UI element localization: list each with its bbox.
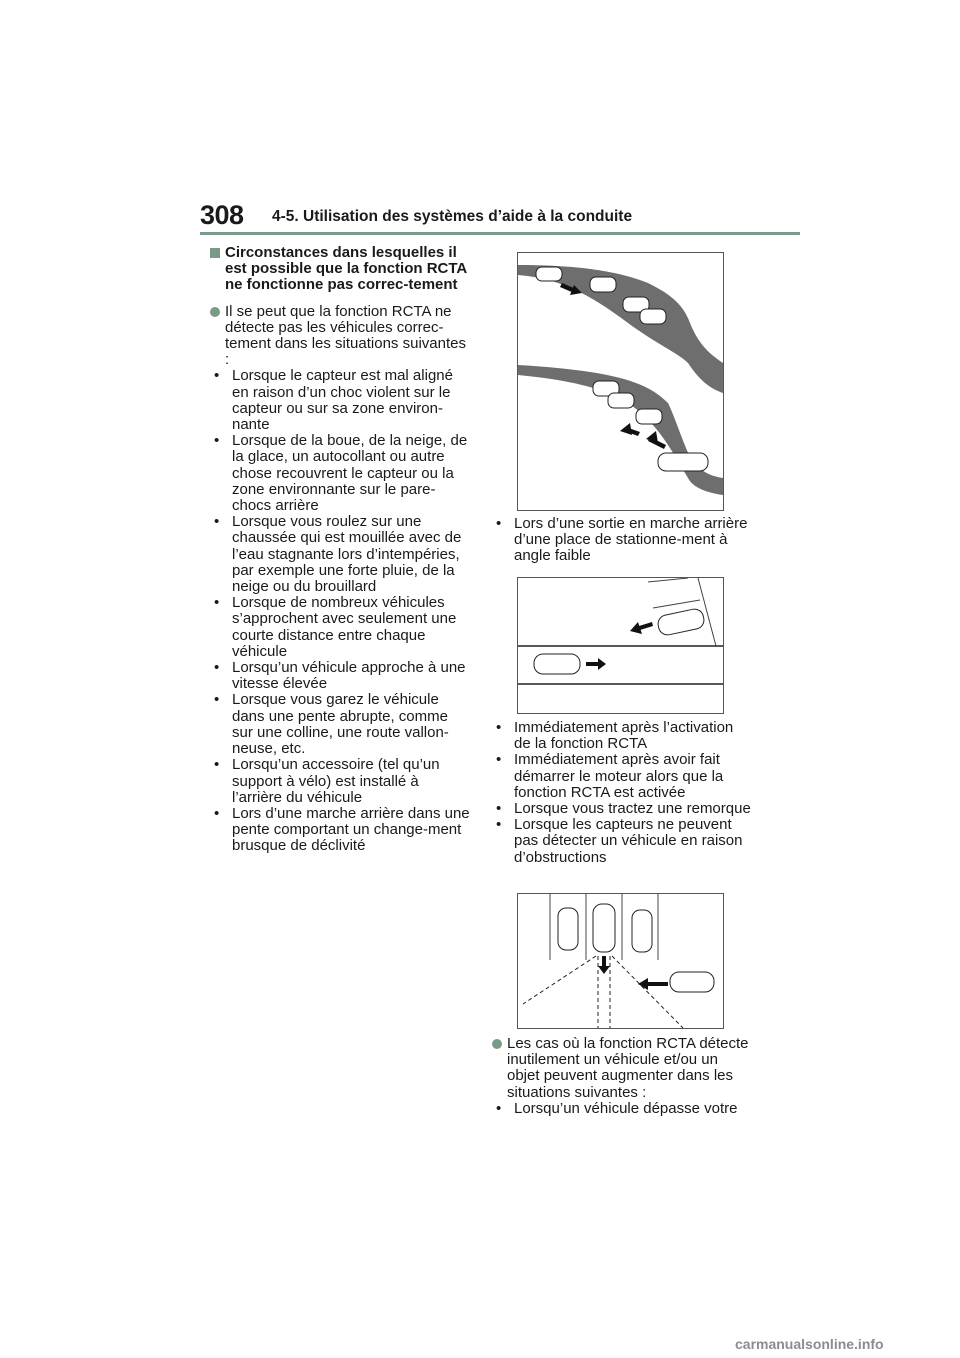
list-item: • Lors d’une sortie en marche arrière d’une place de stationne-ment à angle faible (492, 516, 754, 565)
list-item: • Immédiatement après l’activation de la fonction RCTA (492, 720, 754, 752)
watermark: carmanualsonline.info (735, 1336, 884, 1352)
list-item: • Lorsque de la boue, de la neige, de la glace, un autocollant ou autre chose recouvrent le capteur ou la zone environnante sur le pare-chocs arrière (210, 433, 472, 514)
circle-bullet-icon (210, 307, 220, 317)
intro-paragraph (210, 304, 472, 369)
header-rule (200, 232, 800, 235)
illustration-angled-parking (517, 577, 724, 714)
condition-list (492, 720, 754, 866)
intro-text-2: Les cas où la fonction RCTA détecte inutilement un véhicule et/ou un objet peuvent augmenter dans les situations suivantes : (507, 1035, 749, 1101)
illustration-slope-roads (517, 252, 724, 511)
page-number: 308 (200, 200, 244, 230)
list-item: • Lorsque vous roulez sur une chaussée qui est mouillée avec de l’eau stagnante lors d’intempéries, par exemple une forte pluie, de la neige ou du brouillard (210, 514, 472, 595)
square-bullet-icon (210, 248, 220, 258)
left-column (210, 245, 472, 855)
intro-paragraph-2 (492, 1036, 754, 1101)
intro-text: Il se peut que la fonction RCTA ne détecte pas les véhicules correc-tement dans les situations suivantes : (225, 302, 466, 369)
right-column-block-a (492, 516, 754, 565)
right-column-block-b (492, 720, 754, 866)
right-column-block-c (492, 1036, 754, 1117)
subsection-heading-text: Circonstances dans lesquelles il est possible que la fonction RCTA ne fonctionne pas correc-tement (225, 244, 467, 294)
list-item: • Lorsqu’un véhicule dépasse votre (492, 1101, 754, 1117)
condition-list (210, 368, 472, 854)
list-item: • Lorsque de nombreux véhicules s’approchent avec seulement une courte distance entre chaque véhicule (210, 595, 472, 660)
list-item: • Lorsque vous tractez une remorque (492, 801, 754, 817)
list-item: • Lorsque vous garez le véhicule dans une pente abrupte, comme sur une colline, une route vallon-neuse, etc. (210, 692, 472, 757)
list-item: • Lorsqu’un accessoire (tel qu’un support à vélo) est installé à l’arrière du véhicule (210, 757, 472, 806)
list-item: • Lorsque les capteurs ne peuvent pas détecter un véhicule en raison d’obstructions (492, 817, 754, 866)
list-item: • Lorsqu’un véhicule approche à une vitesse élevée (210, 660, 472, 692)
list-item: • Immédiatement après avoir fait démarrer le moteur alors que la fonction RCTA est activée (492, 752, 754, 801)
illustration-obstructed-sensors (517, 893, 724, 1029)
condition-list (492, 1101, 754, 1117)
list-item: • Lorsque le capteur est mal aligné en raison d’un choc violent sur le capteur ou sur sa zone environ-nante (210, 368, 472, 433)
subsection-heading (210, 245, 472, 294)
section-title: 4-5. Utilisation des systèmes d’aide à la conduite (272, 208, 633, 225)
condition-list (492, 516, 754, 565)
list-item: • Lors d’une marche arrière dans une pente comportant un change-ment brusque de déclivité (210, 806, 472, 855)
circle-bullet-icon (492, 1039, 502, 1049)
